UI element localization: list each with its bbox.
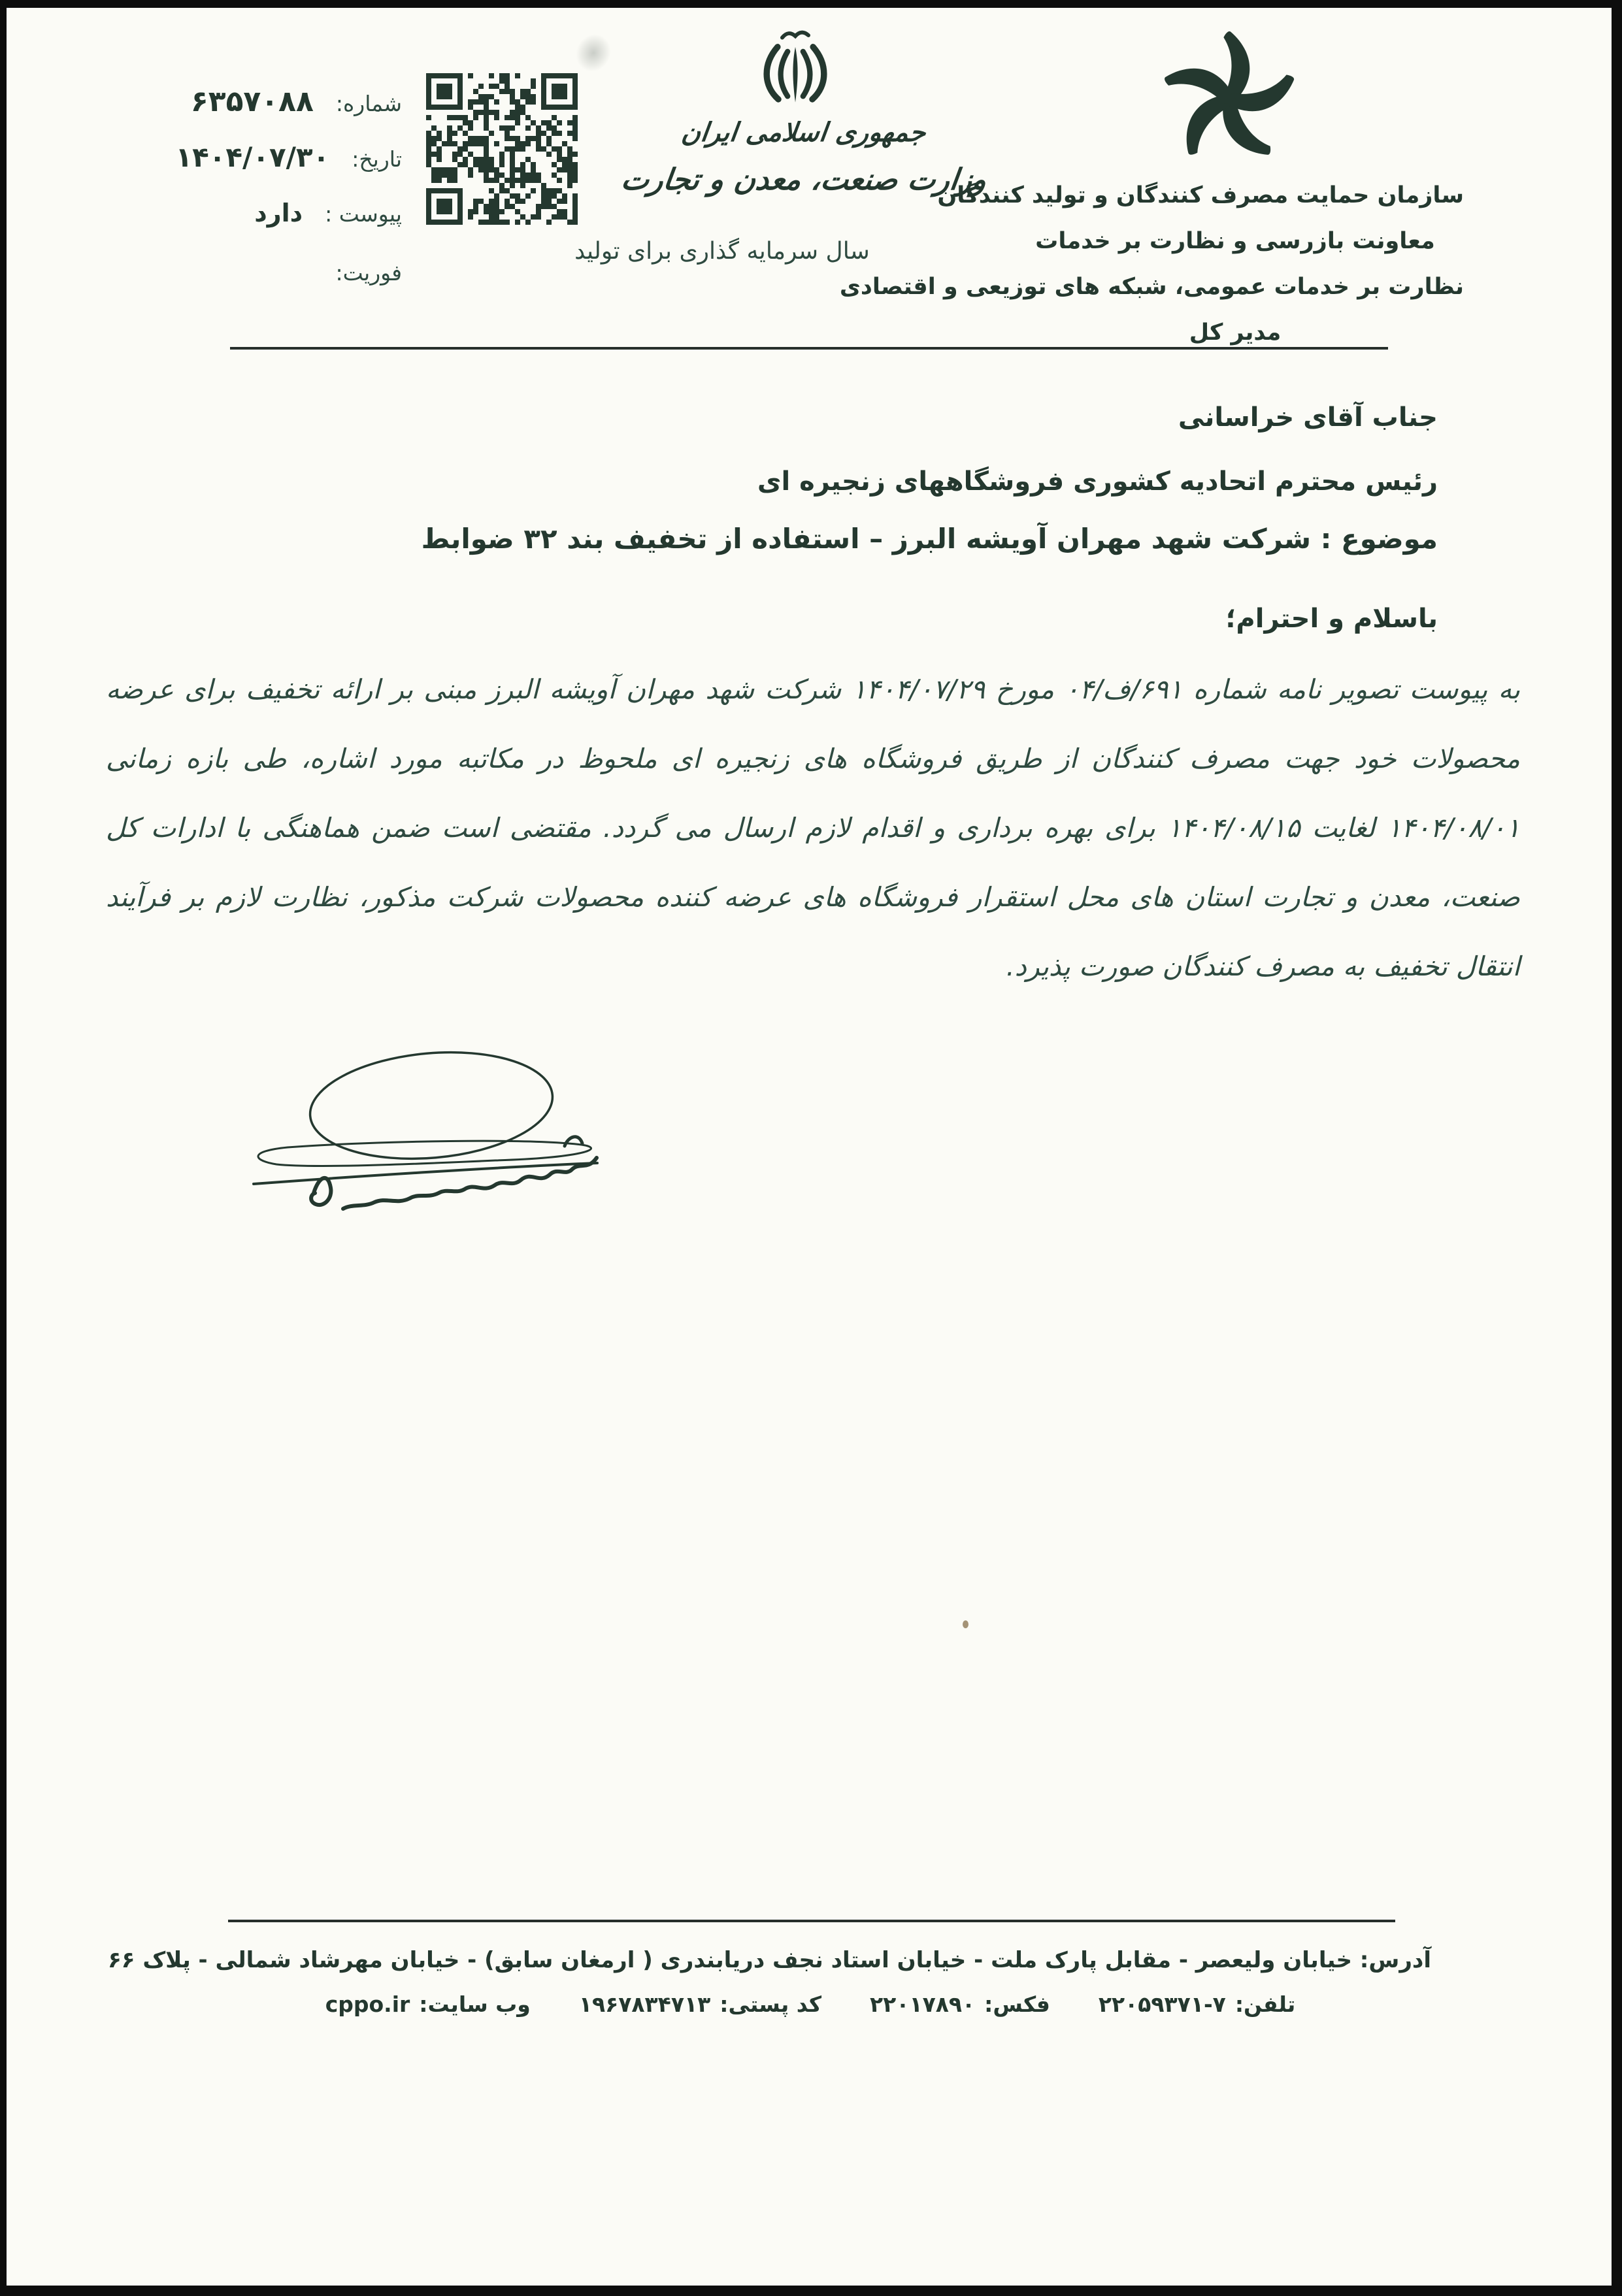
website-value: cppo.ir <box>325 1992 410 2017</box>
ministry-title-text: وزارت صنعت، معدن و تجارت <box>619 162 989 197</box>
footer-contacts <box>288 1992 1333 2017</box>
subject-line: موضوع : شرکت شهد مهران آویشه البرز – استفاده از تخفیف بند ۳۲ ضوابط <box>421 523 1438 555</box>
signature <box>214 1028 627 1226</box>
meta-row-urgency <box>154 260 402 286</box>
attachment-label: پیوست : <box>325 201 402 227</box>
meta-row-date <box>154 141 402 199</box>
footer-fax <box>870 1992 1050 2017</box>
footer-divider <box>228 1920 1395 1922</box>
phone-value: ۲۲۰۵۹۳۷۱-۷ <box>1098 1992 1226 2017</box>
number-label: شماره: <box>335 91 402 116</box>
urgency-label: فوریت: <box>335 260 402 286</box>
org-title-block <box>839 172 1464 355</box>
org-line-1: سازمان حمایت مصرف کنندگان و تولید کنندگان <box>937 182 1464 208</box>
qr-code <box>426 73 578 227</box>
footer-postal-code <box>579 1992 821 2017</box>
body-paragraph: به پیوست تصویر نامه شماره ۶۹۱/ف/۰۴ مورخ ۱۴۰۴/۰۷/۲۹ شرکت شهد مهران آویشه البرز مبنی بر ارائه تخفیف برای عرضه محصولات خود جهت مصرف کنندگان از طریق فروشگاه های زنجیره ای ملحوظ در مکاتبه مورد اشاره، طی بازه زمانی ۱۴۰۴/۰۸/۰۱ لغایت ۱۴۰۴/۰۸/۱۵ برای بهره برداری و اقدام لازم ارسال می گردد. مقتضی است ضمن هماهنگی با ادارات کل صنعت، معدن و تجارت استان های محل استقرار فروشگاه های عرضه کننده محصولات شرکت مذکور، نظارت لازم بر فرآیند انتقال تخفیف به مصرف کنندگان صورت پذیرد. <box>106 674 1520 982</box>
org-line-3: نظارت بر خدمات عمومی، شبکه های توزیعی و اقتصادی <box>839 274 1464 300</box>
number-value: ۶۳۵۷۰۸۸ <box>190 85 314 118</box>
date-value: ۱۴۰۴/۰۷/۳۰ <box>175 141 330 173</box>
website-label: وب سایت: <box>419 1992 531 2017</box>
org-logo <box>1155 26 1303 175</box>
salutation: باسلام و احترام؛ <box>1225 604 1438 634</box>
scan-smudge <box>570 29 617 78</box>
org-line-2: معاونت بازرسی و نظارت بر خدمات <box>1035 228 1435 254</box>
footer-website <box>325 1992 531 2017</box>
postal-label: کد پستی: <box>720 1992 822 2017</box>
footer-phone <box>1099 1992 1296 2017</box>
phone-label: تلفن: <box>1234 1992 1296 2017</box>
iran-emblem-icon <box>757 27 834 114</box>
recipient-title: رئیس محترم اتحادیه کشوری فروشگاههای زنجیره ای <box>757 467 1438 497</box>
meta-row-attachment <box>154 199 402 260</box>
fax-label: فکس: <box>984 1992 1050 2017</box>
ministry-title <box>614 162 993 197</box>
recipient-name: جناب آقای خراسانی <box>1178 402 1438 433</box>
postal-value: ۱۹۶۷۸۳۴۷۱۳ <box>578 1992 711 2017</box>
fax-value: ۲۲۰۱۷۸۹۰ <box>870 1992 976 2017</box>
country-title <box>647 118 961 148</box>
scan-speck <box>963 1620 968 1628</box>
letter-meta-block <box>154 85 402 286</box>
letter-sheet <box>7 8 1612 2286</box>
footer-address: آدرس: خیابان ولیعصر - مقابل پارک ملت - خیابان استاد نجف دریابندری ( ارمغان سابق) - خیابان مهرشاد شمالی - پلاک ۶۶ <box>107 1947 1431 1973</box>
year-slogan: سال سرمایه گذاری برای تولید <box>574 238 870 265</box>
country-title-text: جمهوری اسلامی ایران <box>680 118 928 148</box>
recipient-block <box>757 385 1438 514</box>
header-divider <box>230 347 1388 350</box>
date-label: تاریخ: <box>352 146 402 172</box>
meta-row-number <box>154 85 402 141</box>
org-line-4: مدیر کل <box>1189 320 1282 346</box>
attachment-value: دارد <box>254 199 303 227</box>
